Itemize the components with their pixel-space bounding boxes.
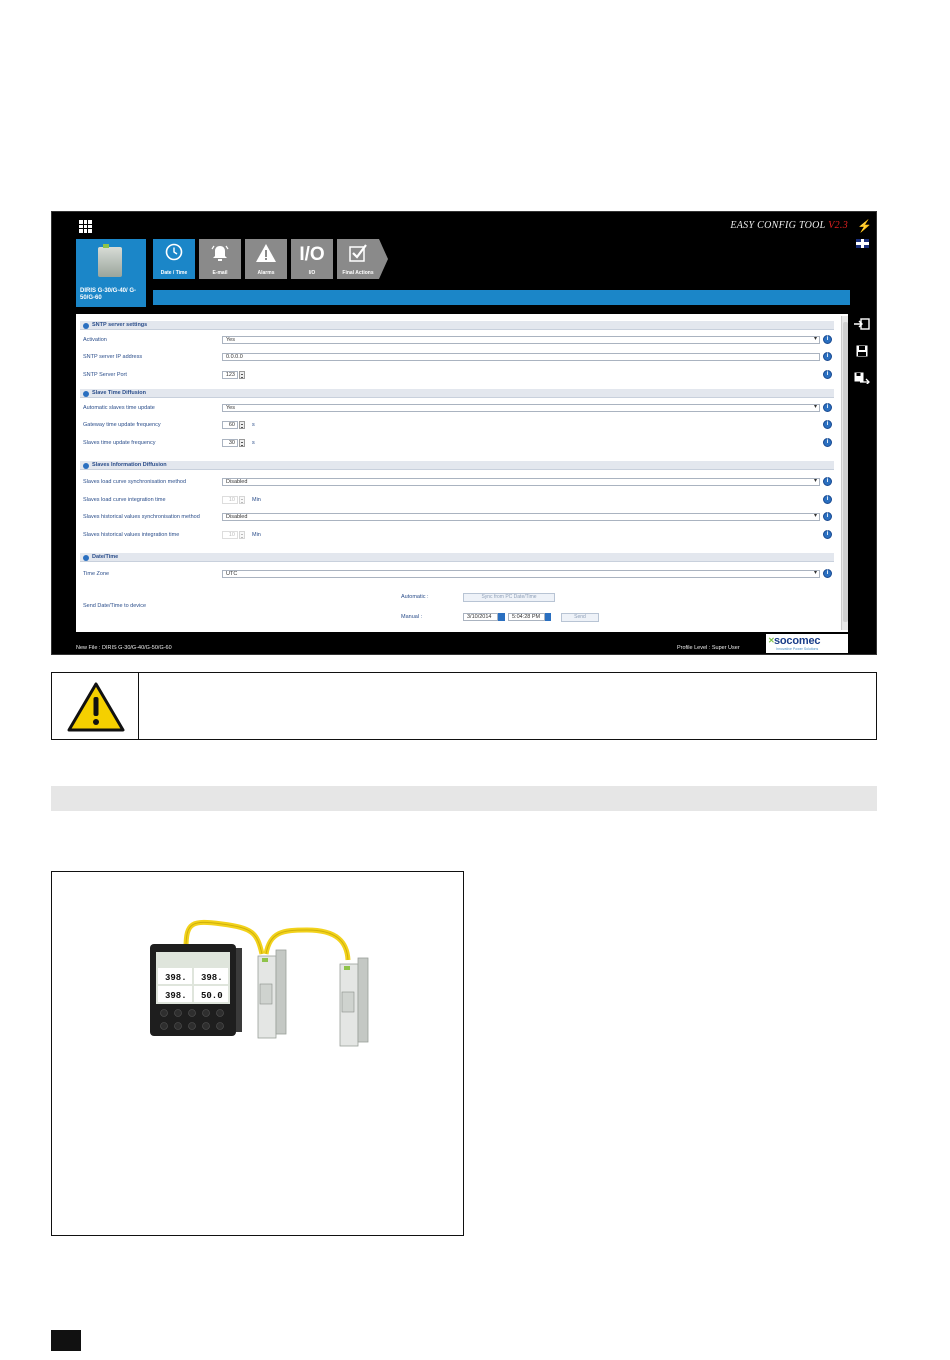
tab-alarms[interactable] xyxy=(245,239,287,279)
sntp-port-label: SNTP Server Port xyxy=(83,372,127,378)
info-icon[interactable] xyxy=(823,569,832,578)
logo-mark-icon: ✕ xyxy=(768,636,775,645)
app-menu-grid-icon[interactable] xyxy=(79,220,92,233)
tab-label: Date / Time xyxy=(160,270,188,276)
manual-label: Manual : xyxy=(401,614,423,620)
exit-icon[interactable] xyxy=(854,318,870,332)
tab-date-time[interactable] xyxy=(153,239,195,279)
tab-label: E-mail xyxy=(212,270,228,276)
panel-scrollbar[interactable] xyxy=(841,316,848,630)
uk-flag-icon[interactable] xyxy=(856,239,869,248)
module-2-side xyxy=(358,958,368,1042)
meter-reading-1: 398. xyxy=(165,973,187,983)
slaves-freq-unit: s xyxy=(252,440,255,446)
settings-panel xyxy=(76,314,848,632)
meter-reading-2: 398. xyxy=(201,973,223,983)
device-name: DIRIS G-30/G-40/ G-50/G-60 xyxy=(80,288,137,301)
automatic-label: Automatic : xyxy=(401,594,429,600)
io-icon: I/O xyxy=(299,244,325,265)
app-version: V2.3 xyxy=(828,220,848,231)
status-file: New File : DIRIS G-30/G-40/G-50/G-60 xyxy=(76,645,172,651)
tab-email[interactable] xyxy=(199,239,241,279)
send-button[interactable]: Send xyxy=(561,613,599,622)
sntp-port-input[interactable]: 123 xyxy=(222,371,238,379)
calendar-icon[interactable] xyxy=(498,613,505,621)
hist-int-unit: Min xyxy=(252,532,261,538)
info-icon[interactable] xyxy=(823,438,832,447)
warning-icon xyxy=(245,243,287,267)
device-selector[interactable] xyxy=(76,239,146,307)
socomec-logo xyxy=(766,634,848,653)
sntp-port-spinner[interactable] xyxy=(239,371,245,379)
info-icon[interactable] xyxy=(823,495,832,504)
connect-plug-icon[interactable]: ⚡ xyxy=(857,219,872,233)
section-datetime-header[interactable]: Date/Time xyxy=(80,553,834,562)
sntp-ip-label: SNTP server IP address xyxy=(83,354,143,360)
info-icon[interactable] xyxy=(823,370,832,379)
app-title-text: EASY CONFIG TOOL xyxy=(730,220,826,231)
auto-slave-time-select[interactable]: Yes ▾ xyxy=(222,404,820,412)
tab-content-header-bar xyxy=(153,290,850,305)
slaves-freq-input[interactable]: 30 xyxy=(222,439,238,447)
load-int-label: Slaves load curve integration time xyxy=(83,497,166,503)
gateway-freq-label: Gateway time update frequency xyxy=(83,422,161,428)
timezone-select[interactable]: UTC ▾ xyxy=(222,570,820,578)
slaves-freq-label: Slaves time update frequency xyxy=(83,440,156,446)
info-icon[interactable] xyxy=(823,420,832,429)
sync-from-pc-button[interactable]: Sync from PC Date/Time xyxy=(463,593,555,602)
section-slaves-info-header[interactable]: Slaves Information Diffusion xyxy=(80,461,834,470)
status-profile: Profile Level : Super User xyxy=(677,645,740,651)
module-1-led xyxy=(262,958,268,962)
send-datetime-label: Send Date/Time to device xyxy=(83,603,147,609)
hist-sync-label: Slaves historical values synchronisation method xyxy=(83,514,200,520)
activation-select[interactable]: Yes ▾ xyxy=(222,336,820,344)
wiring-illustration xyxy=(51,871,464,1236)
gateway-module xyxy=(258,950,286,1038)
info-icon[interactable] xyxy=(823,530,832,539)
slaves-freq-spinner[interactable] xyxy=(239,439,245,447)
warning-icon-cell xyxy=(52,673,139,739)
checkmark-icon xyxy=(337,243,379,267)
device-image xyxy=(98,247,122,277)
scroll-thumb[interactable] xyxy=(843,322,848,622)
load-int-input[interactable]: 10 xyxy=(222,496,238,504)
module-2-led xyxy=(344,966,350,970)
auto-slave-time-label: Automatic slaves time update xyxy=(83,405,155,411)
alarm-bell-icon xyxy=(199,243,241,267)
sntp-ip-input[interactable]: 0.0.0.0 xyxy=(222,353,820,361)
hist-int-label: Slaves historical values integration time xyxy=(83,532,180,538)
timezone-label: Time Zone xyxy=(83,571,110,577)
hist-sync-select[interactable]: Disabled ▾ xyxy=(222,513,820,521)
tab-label: Final Actions xyxy=(342,270,374,276)
logo-text: socomec xyxy=(774,635,821,647)
manual-date-input[interactable]: 3/10/2014 xyxy=(463,613,498,621)
gateway-freq-unit: s xyxy=(252,422,255,428)
meter-reading-4: 50.0 xyxy=(201,991,223,1001)
meter-side xyxy=(236,948,242,1032)
time-spinner[interactable] xyxy=(545,613,551,621)
info-icon[interactable] xyxy=(823,335,832,344)
easy-config-tool-window xyxy=(51,211,877,655)
section-slave-time-header[interactable]: Slave Time Diffusion xyxy=(80,389,834,398)
hist-int-spinner[interactable] xyxy=(239,531,245,539)
clock-icon xyxy=(153,243,195,267)
tab-label: Alarms xyxy=(257,270,275,276)
manual-time-input[interactable]: 5:04:28 PM xyxy=(508,613,545,621)
module-1-connector xyxy=(260,984,272,1004)
hist-int-input[interactable]: 10 xyxy=(222,531,238,539)
load-int-spinner[interactable] xyxy=(239,496,245,504)
section-heading-band xyxy=(51,786,877,811)
warning-box xyxy=(51,672,877,740)
tab-label: I/O xyxy=(308,270,316,276)
status-bar xyxy=(76,637,848,653)
devices-connected-illustration xyxy=(52,872,465,1237)
info-icon[interactable] xyxy=(823,477,832,486)
gateway-freq-spinner[interactable] xyxy=(239,421,245,429)
meter-reading-3: 398. xyxy=(165,991,187,1001)
module-2-connector xyxy=(342,992,354,1012)
logo-tagline: Innovative Power Solutions xyxy=(776,647,819,651)
slave-module xyxy=(340,958,368,1046)
tab-io[interactable] xyxy=(291,239,333,279)
page-number-tab xyxy=(51,1330,81,1351)
tab-final-actions[interactable] xyxy=(337,239,379,279)
info-icon[interactable] xyxy=(823,352,832,361)
activation-label: Activation xyxy=(83,337,107,343)
load-sync-label: Slaves load curve synchronisation method xyxy=(83,479,187,485)
warning-triangle-icon xyxy=(66,681,126,733)
gateway-freq-input[interactable]: 60 xyxy=(222,421,238,429)
load-sync-select[interactable]: Disabled ▾ xyxy=(222,478,820,486)
app-title xyxy=(730,220,848,231)
section-sntp-header[interactable]: SNTP server settings xyxy=(80,321,834,330)
diris-meter xyxy=(150,944,242,1036)
info-icon[interactable] xyxy=(823,403,832,412)
info-icon[interactable] xyxy=(823,512,832,521)
load-int-unit: Min xyxy=(252,497,261,503)
side-toolbar xyxy=(854,318,872,399)
module-1-side xyxy=(276,950,286,1034)
save-icon[interactable] xyxy=(854,345,870,359)
send-config-icon[interactable] xyxy=(854,372,870,386)
